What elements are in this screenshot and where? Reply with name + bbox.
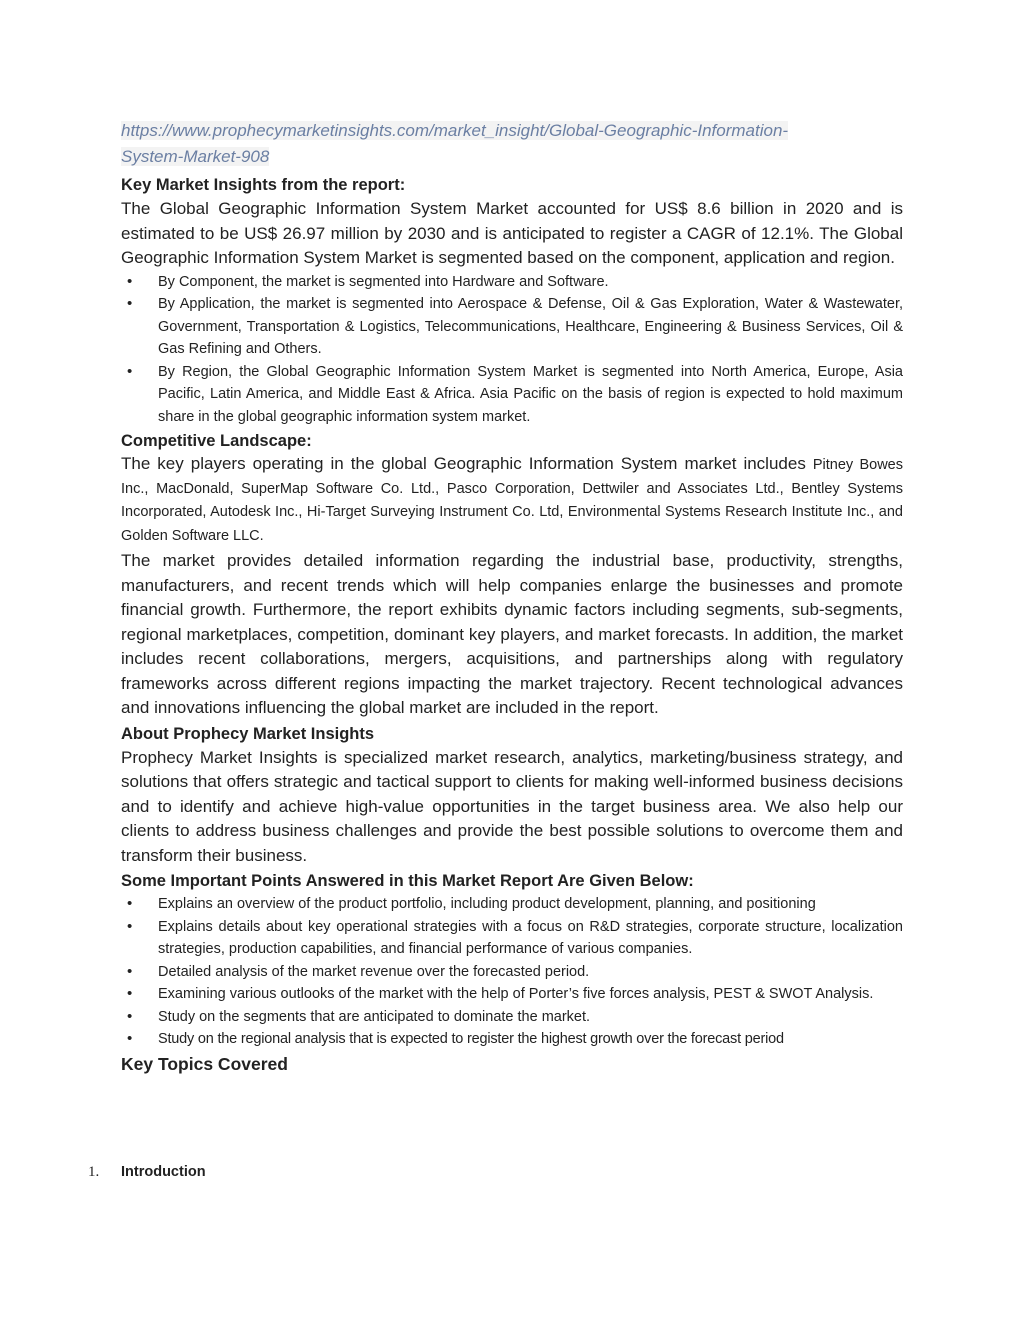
- report-url-line-1[interactable]: https://www.prophecymarketinsights.com/market_insight/Global-Geographic-Information-: [121, 121, 789, 140]
- document-body: [121, 118, 903, 1076]
- about-heading: About Prophecy Market Insights: [121, 724, 375, 743]
- list-item: • Explains details about key operational strategies with a focus on R&D strategies, corporate structure, localization strategies, production capabilities, and financial performance of various companies.: [121, 916, 903, 961]
- list-item: • By Application, the market is segmented into Aerospace & Defense, Oil & Gas Exploration, Water & Wastewater, Government, Transportation & Logistics, Telecommunications, Healthcare, Engineering & Business Services, Oil & Gas Refining and Others.: [121, 293, 903, 361]
- list-item: • By Region, the Global Geographic Information System Market is segmented into North America, Europe, Asia Pacific, Latin America, and Middle East & Africa. Asia Pacific on the basis of region is expected to hold maximum share in the global geographic information system market.: [121, 361, 903, 429]
- important-points-heading: Some Important Points Answered in this Market Report Are Given Below:: [121, 872, 694, 890]
- market-overview-paragraph: The market provides detailed information regarding the industrial base, productivity, strengths, manufacturers, and recent trends which will help companies enlarge the businesses and promote financial growth. Furthermore, the report exhibits dynamic factors including segments, sub-segments, regional marketplaces, competition, dominant key players, and market forecasts. In addition, the market includes recent collaborations, mergers, acquisitions, and partnerships along with regulatory frameworks across different regions impacting the market trajectory. Recent technological advances and innovations influencing the global market are included in the report.: [121, 551, 903, 717]
- list-item: • Explains an overview of the product portfolio, including product development, planning, and positioning: [121, 893, 903, 916]
- key-insights-heading: Key Market Insights from the report:: [121, 176, 406, 194]
- topic-number: 1.: [88, 1164, 100, 1180]
- topic-item-introduction: [88, 1161, 206, 1183]
- list-item: • Study on the regional analysis that is expected to register the highest growth over the forecast period: [121, 1028, 903, 1051]
- list-item: • Detailed analysis of the market revenue over the forecasted period.: [121, 961, 903, 984]
- key-players-paragraph: [121, 453, 903, 547]
- report-url[interactable]: [121, 118, 903, 170]
- important-points-list: [121, 893, 903, 1051]
- report-url-line-2[interactable]: System-Market-908: [121, 147, 270, 166]
- key-players-list: Pitney Bowes Inc., MacDonald, SuperMap Software Co. Ltd., Pasco Corporation, Dettwiler and Associates Ltd., Bentley Systems Incorporated, Autodesk Inc., Hi-Target Surveying Instrument Co. Ltd, Environmental Systems Research Institute Inc., and Golden Software LLC.: [121, 457, 903, 544]
- list-item: • Examining various outlooks of the market with the help of Porter’s five forces analysis, PEST & SWOT Analysis.: [121, 983, 903, 1006]
- topic-label: Introduction: [121, 1164, 206, 1180]
- segment-list: [121, 271, 903, 429]
- list-item: • Study on the segments that are anticipated to dominate the market.: [121, 1006, 903, 1029]
- about-paragraph: Prophecy Market Insights is specialized market research, analytics, marketing/business strategy, and solutions that offers strategic and tactical support to clients for making well-informed business decisions and to identify and achieve high-value opportunities in the target business area. We also help our clients to address business challenges and provide the best possible solutions to overcome them and transform their business.: [121, 747, 903, 865]
- list-item: • By Component, the market is segmented into Hardware and Software.: [121, 271, 903, 294]
- key-insights-paragraph: The Global Geographic Information System Market accounted for US$ 8.6 billion in 2020 and is estimated to be US$ 26.97 million by 2030 and is anticipated to register a CAGR of 12.1%. The Global Geographic Information System Market is segmented based on the component, application and region.: [121, 199, 903, 267]
- key-topics-heading: Key Topics Covered: [121, 1053, 288, 1074]
- competitive-landscape-heading: Competitive Landscape:: [121, 432, 312, 450]
- key-players-intro: The key players operating in the global Geographic Information System market includes: [121, 454, 813, 473]
